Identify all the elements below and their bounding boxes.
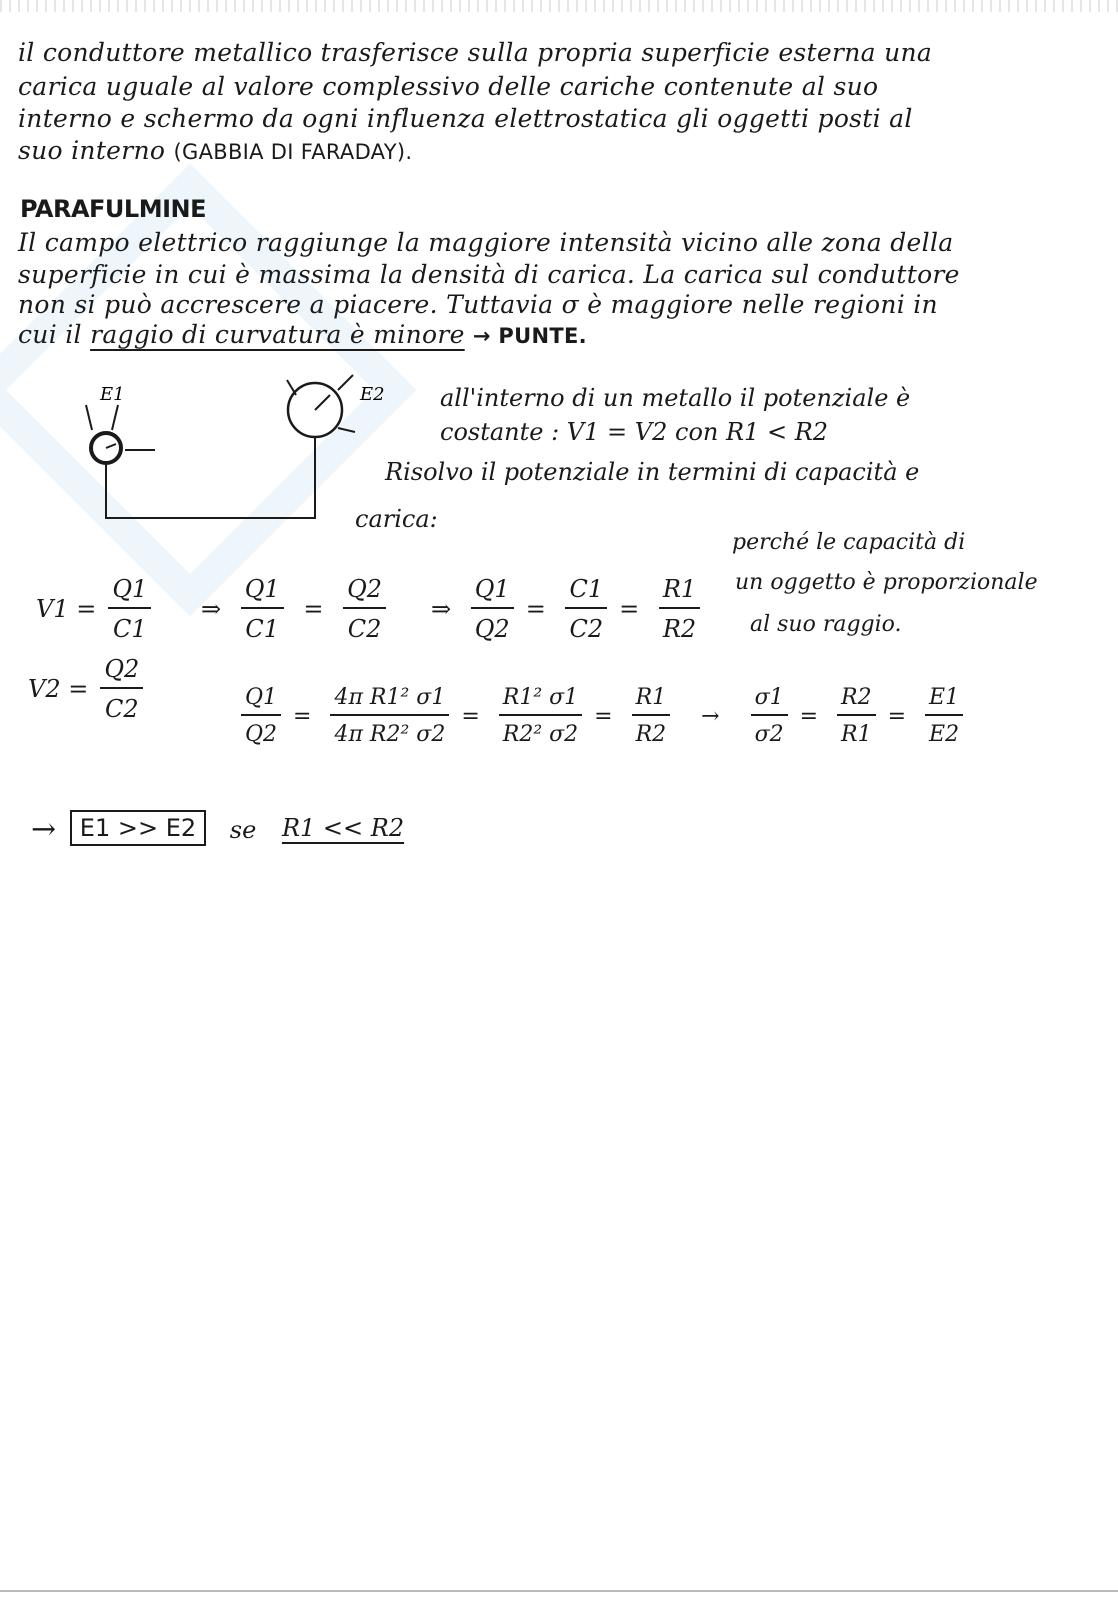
content-element	[108, 575, 151, 643]
content-element: =	[619, 595, 640, 623]
note: un oggetto è proporzionale	[735, 570, 1038, 595]
content-element: V2 =	[28, 675, 89, 703]
content-element	[338, 428, 355, 432]
equation-3	[235, 685, 969, 747]
content-element: R1 << R2	[281, 814, 405, 842]
content-element: =	[594, 703, 613, 729]
content-element: se	[229, 815, 257, 844]
content-element: 4π R2² σ2	[334, 722, 446, 747]
content-element: C2	[569, 615, 604, 643]
text-line: non si può accrescere a piacere. Tuttavia σ è maggiore nelle regioni in	[18, 290, 938, 319]
side-text: costante : V1 = V2 con R1 < R2	[440, 418, 829, 446]
text-line: il conduttore metallico trasferisce sulla propria superficie esterna una	[18, 38, 933, 67]
content-element: R1	[841, 722, 872, 747]
content-element: R1² σ1	[499, 685, 582, 716]
side-text: carica:	[355, 505, 438, 533]
content-element: σ1	[751, 685, 788, 716]
content-element: →	[701, 703, 720, 729]
text-line	[18, 136, 412, 165]
content-element	[925, 685, 963, 747]
content-element: Q1	[471, 575, 514, 609]
content-element: R2² σ2	[502, 722, 579, 747]
section-heading: PARAFULMINE	[20, 195, 206, 223]
content-element	[499, 685, 582, 747]
content-element: R2	[662, 615, 697, 643]
content-element	[659, 575, 700, 643]
content-element	[837, 685, 876, 747]
content-element: C2	[105, 695, 139, 723]
side-text: Risolvo il potenziale in termini di capacità e	[385, 458, 920, 486]
content-element: C1	[113, 615, 147, 643]
faraday-note: (GABBIA DI FARADAY).	[173, 140, 413, 164]
content-element: σ2	[754, 722, 784, 747]
content-element: Q1	[241, 685, 281, 716]
content-element: Q2	[245, 722, 278, 747]
text-fragment: suo interno	[18, 136, 166, 165]
text-line: superficie in cui è massima la densità di carica. La carica sul conduttore	[18, 260, 960, 289]
content-element: Q1	[108, 575, 151, 609]
content-element: ⇒	[201, 595, 222, 623]
note: perché le capacità di	[732, 530, 966, 555]
result	[25, 812, 404, 847]
boxed-result: E1 >> E2	[70, 810, 206, 846]
content-element: Q1	[241, 575, 284, 609]
equation-v2	[22, 655, 149, 723]
content-element	[751, 685, 788, 747]
content-element	[565, 575, 607, 643]
content-element: R1	[632, 685, 671, 716]
content-element	[241, 685, 281, 747]
content-element	[471, 575, 514, 643]
equation-1	[195, 575, 392, 643]
content-element: R2	[837, 685, 876, 716]
content-element	[338, 375, 353, 390]
content-element: Q2	[474, 615, 510, 643]
content-element: C1	[565, 575, 607, 609]
text-line: Il campo elettrico raggiunge la maggiore intensità vicino alle zona della	[18, 228, 954, 257]
content-element: Q2	[100, 655, 143, 689]
content-element: →	[31, 812, 57, 847]
text-line: carica uguale al valore complessivo delle cariche contenute al suo	[18, 72, 879, 101]
content-element	[315, 395, 330, 410]
scan-noise	[0, 0, 1118, 12]
content-element: R1	[659, 575, 700, 609]
content-element: =	[799, 703, 819, 729]
content-element	[241, 575, 284, 643]
content-element: E2	[929, 722, 960, 747]
content-element: =	[293, 703, 312, 729]
equation-2	[425, 575, 706, 643]
content-element	[106, 444, 116, 448]
underlined-text: raggio di curvatura è minore	[90, 320, 465, 349]
content-element: =	[887, 703, 907, 729]
content-element	[287, 380, 296, 395]
content-element	[100, 655, 143, 723]
content-element	[330, 685, 449, 747]
content-element: =	[303, 595, 324, 623]
equation-v1	[30, 575, 157, 643]
text-line: interno e schermo da ogni influenza elettrostatica gli oggetti posti al	[18, 104, 913, 133]
label-e1: E1	[100, 384, 125, 405]
content-element: V1 =	[36, 595, 97, 623]
text-fragment: cui il	[18, 320, 82, 349]
content-element	[632, 685, 671, 747]
punte-label: → PUNTE.	[472, 324, 587, 348]
content-element	[86, 405, 92, 430]
note: al suo raggio.	[750, 612, 902, 637]
content-element	[112, 405, 118, 430]
content-element: 4π R1² σ1	[330, 685, 449, 716]
content-element: =	[525, 595, 546, 623]
content-element: ⇒	[431, 595, 452, 623]
content-element: R2	[635, 722, 667, 747]
content-element: C2	[347, 615, 382, 643]
content-element: Q2	[343, 575, 386, 609]
content-element	[343, 575, 386, 643]
label-e2: E2	[360, 384, 385, 405]
content-element: E1	[925, 685, 963, 716]
text-line	[18, 320, 587, 349]
side-text: all'interno di un metallo il potenziale è	[440, 384, 911, 412]
content-element: C1	[245, 615, 280, 643]
content-element: =	[461, 703, 480, 729]
scan-edge	[0, 1590, 1118, 1592]
